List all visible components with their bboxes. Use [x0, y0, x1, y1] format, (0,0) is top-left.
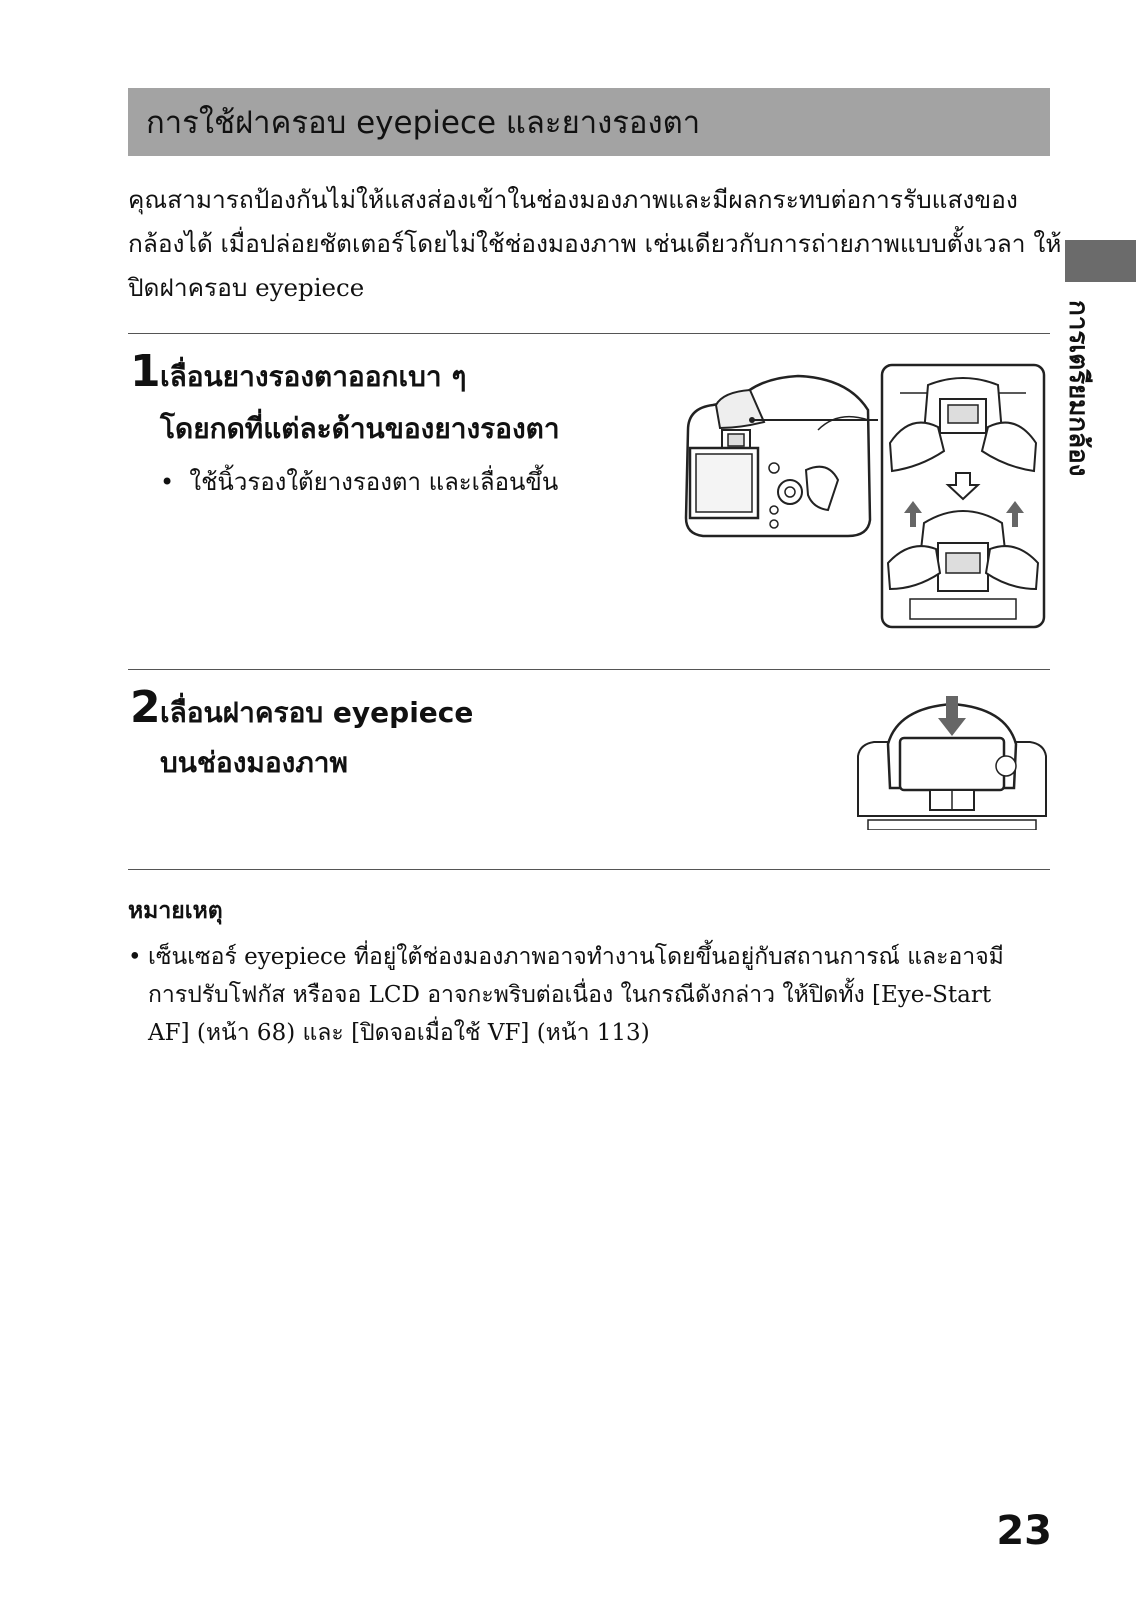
page-number: 23	[996, 1508, 1052, 1554]
note-heading: หมายเหตุ	[128, 898, 223, 924]
camera-back-illustration	[678, 370, 878, 540]
intro-paragraph: คุณสามารถป้องกันไม่ให้แสงส่องเข้าในช่องมองภาพและมีผลกระทบต่อการรับแสงของกล้องได้ เมื่อปล่อยชัตเตอร์โดยไม่ใช้ช่องมองภาพ เช่นเดียวกับการถ่ายภาพแบบตั้งเวลา ให้ปิดฝาครอบ eyepiece	[128, 185, 1062, 302]
step-2-number: 2	[130, 682, 161, 733]
section-title: การใช้ฝาครอบ eyepiece และยางรองตา	[146, 105, 701, 141]
section-title-bar	[128, 88, 1050, 156]
eyecup-removal-detail-illustration	[880, 363, 1046, 629]
note-body	[128, 938, 1028, 1052]
step-1-bullet-text: ใช้นิ้วรองใต้ยางรองตา และเลื่อนขึ้น	[189, 468, 559, 496]
chapter-tab-label: การเตรียมกล้อง	[1063, 300, 1093, 477]
note-text: เซ็นเซอร์ eyepiece ที่อยู่ใต้ช่องมองภาพอาจทำงานโดยขึ้นอยู่กับสถานการณ์ และอาจมีการปรับโฟกัส หรือจอ LCD อาจกะพริบต่อเนื่อง ในกรณีดังกล่าว ให้ปิดทั้ง [Eye-Start AF] (หน้า 68) และ [ปิดจอเมื่อใช้ VF] (หน้า 113)	[148, 944, 1004, 1046]
divider-rule	[128, 669, 1050, 670]
eyepiece-cover-illustration	[854, 696, 1050, 830]
step-2-line-1: เลื่อนฝาครอบ eyepiece	[160, 696, 474, 729]
divider-rule	[128, 333, 1050, 334]
step-2-line-2: บนช่องมองภาพ	[160, 746, 348, 779]
bullet-mark: •	[160, 468, 190, 496]
step-1-number: 1	[130, 346, 161, 397]
step-1-line-1: เลื่อนยางรองตาออกเบา ๆ	[160, 360, 467, 393]
chapter-tab-marker	[1065, 240, 1136, 282]
step-1-bullet	[160, 465, 558, 499]
divider-rule	[128, 869, 1050, 870]
step-1-line-2: โดยกดที่แต่ละด้านของยางรองตา	[160, 412, 560, 445]
note-bullet: •	[128, 944, 142, 970]
